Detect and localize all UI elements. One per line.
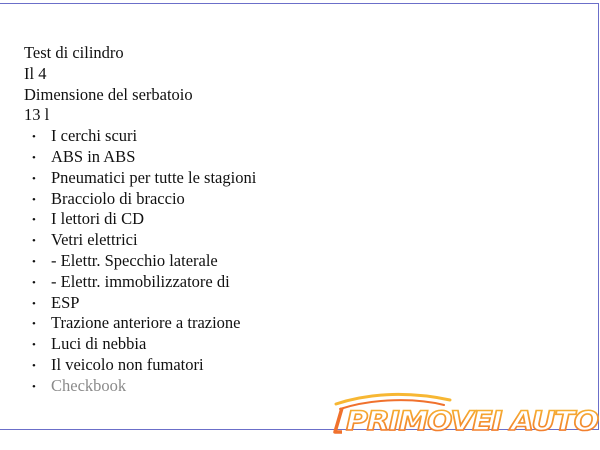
bullet-icon: • — [32, 255, 36, 268]
list-item — [24, 355, 256, 376]
list-item — [24, 251, 256, 272]
watermark-bracket — [335, 408, 342, 432]
feature-label: I lettori di CD — [51, 209, 145, 229]
list-item — [24, 334, 256, 355]
bullet-icon: • — [32, 380, 36, 393]
bullet-icon: • — [32, 339, 36, 352]
feature-label: ABS in ABS — [51, 146, 136, 166]
bullet-icon: • — [32, 359, 36, 372]
feature-label: Luci di nebbia — [51, 334, 147, 354]
feature-label: I cerchi scuri — [51, 126, 138, 146]
cylinder-value: Il 4 — [24, 63, 47, 83]
list-item — [24, 376, 256, 397]
vehicle-details — [24, 43, 256, 397]
list-item — [24, 147, 256, 168]
list-item — [24, 293, 256, 314]
list-item — [24, 209, 256, 230]
feature-label: Il veicolo non fumatori — [51, 354, 204, 374]
feature-label: - Elettr. immobilizzatore di — [51, 271, 230, 291]
features-list — [24, 126, 256, 396]
feature-label: Trazione anteriore a trazione — [51, 313, 241, 333]
tank-value: 13 l — [24, 105, 50, 125]
feature-label: Bracciolo di braccio — [51, 188, 185, 208]
bullet-icon: • — [32, 297, 36, 310]
list-item — [24, 168, 256, 189]
tank-label: Dimensione del serbatoio — [24, 84, 193, 104]
list-item — [24, 126, 256, 147]
feature-label: Pneumatici per tutte le stagioni — [51, 167, 257, 187]
bullet-icon: • — [32, 318, 36, 331]
bullet-icon: • — [32, 214, 36, 227]
feature-label: - Elettr. Specchio laterale — [51, 250, 218, 270]
list-item — [24, 189, 256, 210]
feature-label: ESP — [51, 292, 80, 312]
bullet-icon: • — [32, 172, 36, 185]
bullet-icon: • — [32, 151, 36, 164]
list-item — [24, 230, 256, 251]
feature-label: Vetri elettrici — [51, 230, 138, 250]
cylinder-label: Test di cilindro — [24, 43, 124, 62]
bullet-icon: • — [32, 235, 36, 248]
primovei-auto-watermark-logo — [332, 388, 600, 444]
list-item — [24, 272, 256, 293]
bullet-icon: • — [32, 276, 36, 289]
bullet-icon: • — [32, 131, 36, 144]
watermark-text: PRIMOVEI AUTO — [346, 406, 599, 437]
list-item — [24, 313, 256, 334]
feature-label: Checkbook — [51, 375, 127, 395]
bullet-icon: • — [32, 193, 36, 206]
